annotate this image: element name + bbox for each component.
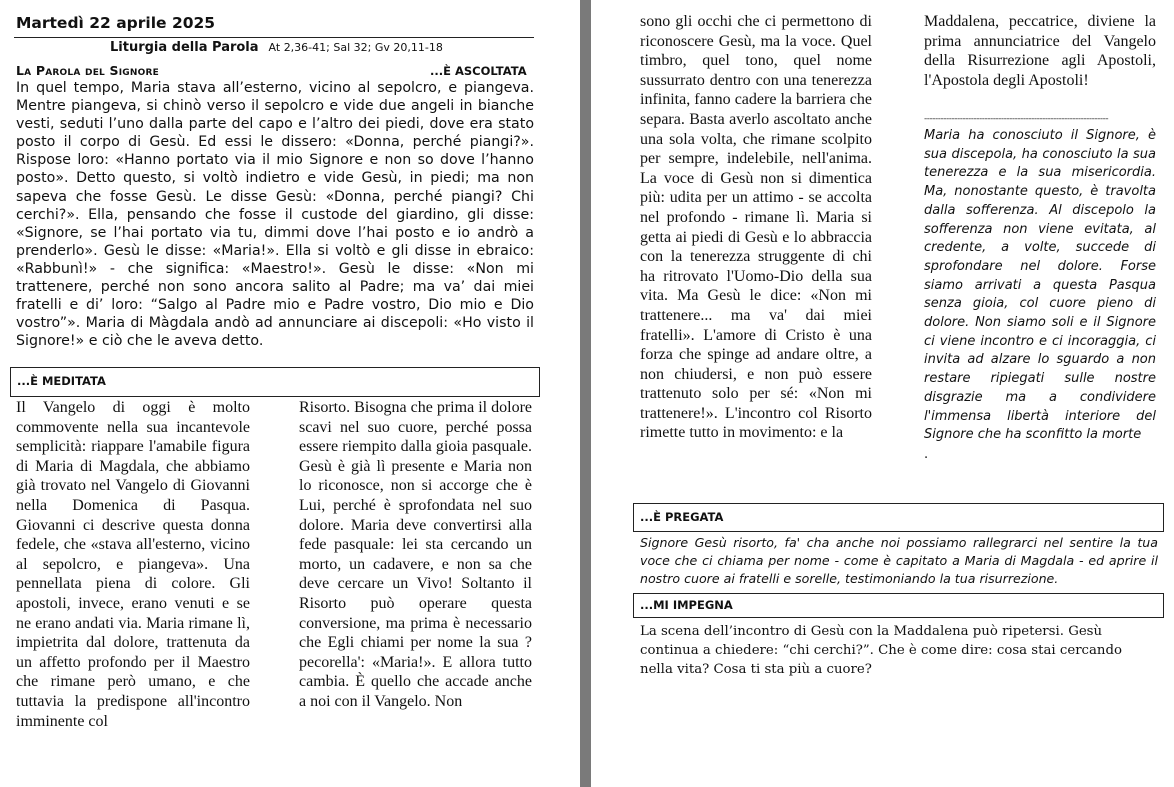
meditata-section-header [10,367,540,397]
page-date: Martedì 22 aprile 2025 [16,14,216,32]
header-rule [14,37,534,38]
commitment-text: La scena dell’incontro di Gesù con la Maddalena può ripetersi. Gesù continua a chiedere: “chi cerchi?”. Che è come dire: cosa stai cercando nella vita? Cosa ti sta più a cuore? [640,624,1123,677]
meditation-column-4: Maddalena, peccatrice, diviene la prima annunciatrice del Vangelo della Risurrezione agli Apostoli, l'Apostola degli Apostoli! [924,13,1156,89]
impegna-label: ...MI IMPEGNA [640,598,733,612]
meditata-label: ...È MEDITATA [17,374,106,388]
gospel-text: In quel tempo, Maria stava all’esterno, vicino al sepolcro, e piangeva. Mentre piangeva, si chinò verso il sepolcro e vide due angeli in bianche vesti, seduti l’uno dalla parte del capo e l’altro dei piedi, dove era stato posto il corpo di Gesù. Ed essi le dissero: «Donna, perché piangi?». Rispose loro: «Hanno portato via il mio Signore e non so dove l’hanno posto». Detto questo, si voltò indietro e vide Gesù, in piedi; ma non sapeva che fosse Gesù. Le disse Gesù: «Donna, perché piangi? Chi cerchi?». Ella, pensando che fosse il custode del giardino, gli disse: «Signore, se l’hai portato via tu, dimmi dove l’hai posto e io andrò a prenderlo». Gesù le disse: «Maria!». Ella si voltò e gli disse in ebraico: «Rabbunì!» - che significa: «Maestro!». Gesù le disse: «Non mi trattenere, perché non sono ancora salito al Padre; ma va’ dai miei fratelli e di’ loro: “Salgo al Padre mio e Padre vostro, Dio mio e Dio vostro”». Maria di Màgdala andò ad annunciare ai discepoli: «Ho visto il Signore!» e ciò che le aveva detto. [16,80,534,350]
meditation-column-1: Il Vangelo di oggi è molto commovente nella sua incantevole semplicità: riappare l'amabile figura di Maria di Magdala, che abbiamo già trovato nel Vangelo di Giovanni nella Domenica di Pasqua. Giovanni ci descrive questa donna fedele, che «stava all'esterno, vicino al sepolcro, e piangeva». Una pennellata piena di colore. Gli apostoli, invece, erano venuti e se ne erano andati via. Maria rimane lì, impietrita dal dolore, trattenuta da un affetto profondo per il Maestro che rimane però umano, e che tuttavia la predispone all'incontro imminente col [16,399,250,730]
meditation-column-2: Risorto. Bisogna che prima il dolore scavi nel suo cuore, perché possa essere riempito dalla gioia pasquale. Gesù è già lì presente e Maria non lo riconosce, non si accorge che è Lui, perché è sprofondata nel suo dolore. Maria deve convertirsi alla fede pasquale: lei sta cercando un morto, un cadavere, e non sa che deve cercare un Vivo! Soltanto il Risorto può operare questa conversione, ma prima è necessario che Egli chiami per nome la sua ?pecorella': «Maria!». E allora tutto cambia. È quello che accade anche a noi con il Vangelo. Non [299,399,532,710]
meditation-column-3: sono gli occhi che ci permettono di riconoscere Gesù, ma la voce. Quel timbro, quel tono, quel nome sussurrato dentro con una tenerezza infinita, fanno cadere la barriera che separa. Basta averlo ascoltato anche una sola volta, che rimane scolpito per sempre, indelebile, nell'anima. La voce di Gesù non si dimentica più: udita per un attimo - se accolta nel profondo - rimane lì. Maria si getta ai piedi di Gesù e lo abbraccia con la tenerezza struggente di chi ha ritrovato l'Uomo-Dio della sua vita. Ma Gesù le dice: «Non mi trattenere... ma va' dai miei fratelli». L'amore di Cristo è una forza che spinge ad andare oltre, a non chiudersi, e non può essere trattenuto solo per sé: «Non mi trattenere!». L'incontro col Risorto rimette tutto in movimento: e la [640,13,872,442]
parola-heading: La Parola del Signore [16,63,159,78]
reflection-text: Maria ha conosciuto il Signore, è sua discepola, ha conosciuto la sua tenerezza e la sua misericordia. Ma, nonostante questo, è travolta dalla sofferenza. Al discepolo la sofferenza non viene evitata, al credente, a volte, succede di sprofondare nel dolore. Forse siamo arrivati a questa Pasqua senza gioia, col cuore pieno di dolore. Non siamo soli e il Signore ci viene incontro e ci incoraggia, ci invita ad alzare lo sguardo a non restare ripiegati sulle nostre disgrazie ma a condividere l'immensa libertà interiore del Signore che ha sconfitto la morte [924,128,1156,443]
liturgy-heading [110,40,443,55]
end-mark: . [924,447,929,462]
ascoltata-label: ...È ASCOLTATA [430,64,527,78]
prayer-text: Signore Gesù risorto, fa' cha anche noi possiamo rallegrarci nel sentire la tua voce che ci chiama per nome - come è capitato a Maria di Magdala - ed aprire il nostro cuore ai fratelli e sorelle, testimoniando la tua risurrezione. [640,535,1158,586]
readings-reference: At 2,36-41; Sal 32; Gv 20,11-18 [268,41,443,54]
pregata-section-header [633,503,1164,532]
page-divider [580,0,591,787]
impegna-section-header [633,593,1164,618]
separator-line: ------------------------------------------------------------------- [924,114,1109,124]
liturgy-title: Liturgia della Parola [110,40,259,55]
pregata-label: ...È PREGATA [640,510,724,524]
